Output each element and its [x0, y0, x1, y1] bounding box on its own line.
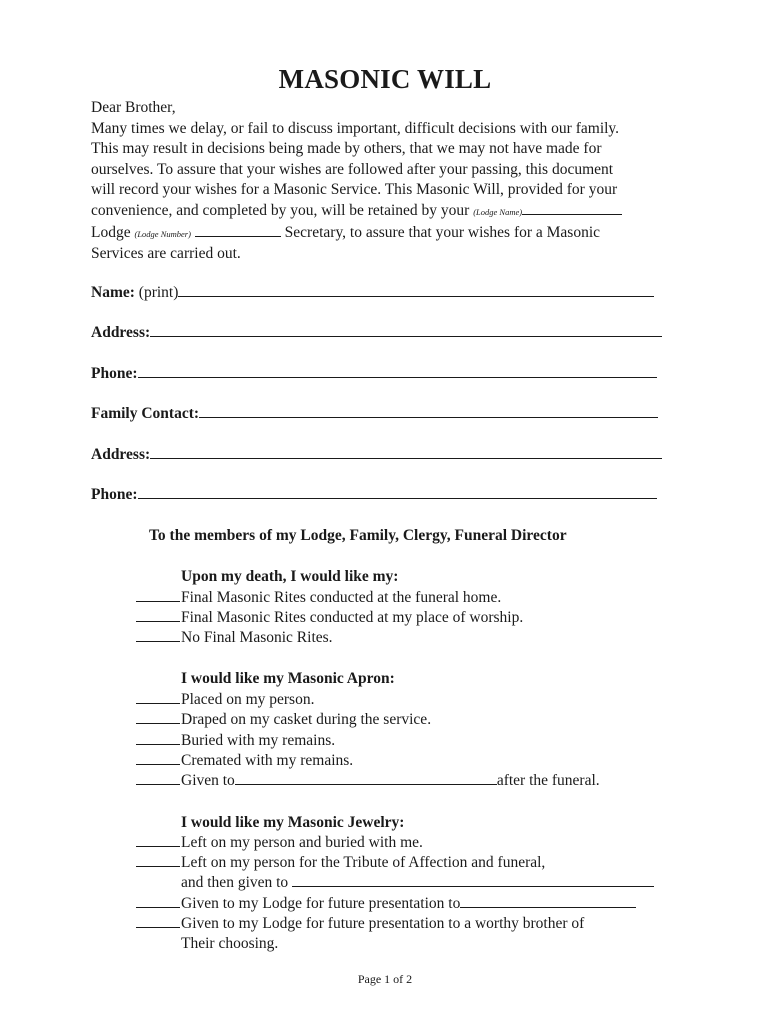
phone-label: Phone: — [91, 365, 138, 382]
option-checkbox-line[interactable] — [136, 854, 180, 867]
document-title: MASONIC WILL — [278, 64, 492, 94]
option-checkbox-line[interactable] — [136, 895, 180, 908]
page-number: Page 1 of 2 — [357, 972, 413, 986]
option-text: No Final Masonic Rites. — [181, 629, 333, 646]
apron-option — [136, 752, 353, 770]
address2-row — [91, 446, 662, 464]
phone2-label: Phone: — [91, 486, 138, 503]
name-field[interactable] — [178, 284, 654, 297]
phone2-row — [91, 486, 657, 504]
name-hint: (print) — [138, 284, 179, 301]
intro-line — [91, 223, 691, 245]
option-text: Draped on my casket during the service. — [181, 711, 432, 728]
option-text: Left on my person and buried with me. — [181, 834, 423, 851]
option-checkbox-line[interactable] — [136, 691, 180, 704]
apron-option — [136, 691, 314, 709]
option-checkbox-line[interactable] — [136, 834, 180, 847]
apron-recipient-field[interactable] — [235, 772, 497, 785]
option-checkbox-line[interactable] — [136, 609, 180, 622]
apron-option — [136, 732, 335, 750]
option-text: Final Masonic Rites conducted at the funeral home. — [181, 589, 502, 606]
option-text: Placed on my person. — [181, 691, 315, 708]
lodge-name-hint: (Lodge Name) — [473, 206, 523, 217]
address2-label: Address: — [91, 446, 151, 463]
option-checkbox-line[interactable] — [136, 772, 180, 785]
intro-paragraph — [91, 98, 691, 265]
family-contact-field[interactable] — [199, 405, 658, 418]
option-text: Buried with my remains. — [181, 732, 336, 749]
family-contact-label: Family Contact: — [91, 405, 200, 422]
address-row — [91, 324, 662, 342]
address2-field[interactable] — [150, 446, 662, 459]
option-checkbox-line[interactable] — [136, 732, 180, 745]
option-text: Left on my person for the Tribute of Affection and funeral, — [181, 854, 546, 871]
option-checkbox-line[interactable] — [136, 629, 180, 642]
jewelry-option — [136, 915, 584, 933]
recipients-heading: To the members of my Lodge, Family, Clergy, Funeral Director — [149, 527, 567, 544]
option-text: after the funeral. — [496, 772, 600, 789]
jewelry-option — [136, 854, 545, 872]
death-option — [136, 629, 333, 647]
jewelry-section-title: I would like my Masonic Jewelry: — [181, 814, 405, 831]
intro-line: This may result in decisions being made by others, that we may not have made for — [91, 140, 602, 158]
option-text: Final Masonic Rites conducted at my place of worship. — [181, 609, 524, 626]
apron-option — [136, 711, 431, 729]
jewelry-option-continued — [181, 874, 654, 892]
intro-text: Lodge — [91, 223, 131, 241]
jewelry-option — [136, 895, 636, 913]
option-text: Cremated with my remains. — [181, 752, 354, 769]
lodge-number-field[interactable] — [195, 224, 281, 237]
intro-text: Secretary, to assure that your wishes for a Masonic — [284, 223, 601, 241]
lodge-number-hint: (Lodge Number) — [134, 228, 191, 239]
phone-row — [91, 365, 657, 383]
address-field[interactable] — [150, 324, 662, 337]
intro-line: Dear Brother, — [91, 99, 176, 116]
name-label: Name: — [91, 284, 135, 301]
intro-line — [91, 201, 691, 223]
phone2-field[interactable] — [138, 486, 657, 499]
death-option — [136, 589, 501, 607]
jewelry-presentation-field[interactable] — [460, 895, 636, 908]
option-text: Given to my Lodge for future presentation to — [181, 895, 461, 912]
family-contact-row — [91, 405, 658, 423]
intro-line: Services are carried out. — [91, 245, 241, 263]
option-checkbox-line[interactable] — [136, 752, 180, 765]
option-text: and then given to — [181, 874, 289, 891]
option-text: Their choosing. — [181, 935, 279, 952]
death-option — [136, 609, 523, 627]
name-row — [91, 284, 654, 302]
death-section-title: Upon my death, I would like my: — [181, 568, 399, 585]
intro-line: ourselves. To assure that your wishes are followed after your passing, this document — [91, 160, 614, 178]
option-text: Given to — [181, 772, 235, 789]
intro-text: convenience, and completed by you, will be retained by your — [91, 201, 470, 219]
jewelry-option — [136, 834, 423, 852]
jewelry-option-continued — [181, 935, 278, 953]
option-checkbox-line[interactable] — [136, 711, 180, 724]
intro-line: Many times we delay, or fail to discuss important, difficult decisions with our family. — [91, 119, 620, 137]
address-label: Address: — [91, 324, 151, 341]
lodge-name-field[interactable] — [522, 202, 622, 215]
intro-line: will record your wishes for a Masonic Service. This Masonic Will, provided for your — [91, 181, 618, 199]
option-text: Given to my Lodge for future presentation to a worthy brother of — [181, 915, 585, 932]
option-checkbox-line[interactable] — [136, 589, 180, 602]
apron-option — [136, 772, 600, 790]
phone-field[interactable] — [138, 365, 657, 378]
option-checkbox-line[interactable] — [136, 915, 180, 928]
jewelry-recipient-field[interactable] — [292, 874, 654, 887]
apron-section-title: I would like my Masonic Apron: — [181, 670, 395, 687]
